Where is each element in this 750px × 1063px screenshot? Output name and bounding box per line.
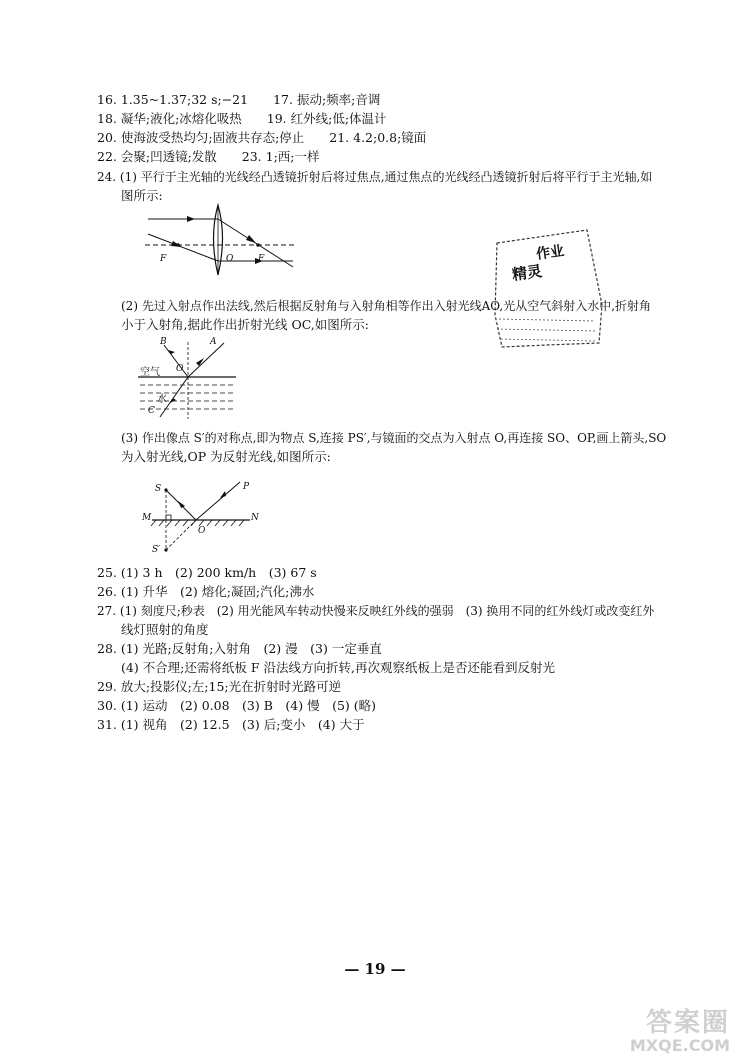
stamp-text-2: 精灵 bbox=[510, 261, 544, 284]
mirror-label-m: M bbox=[142, 513, 152, 523]
mirror-figure bbox=[148, 470, 268, 560]
answer-27-cont: 线灯照射的角度 bbox=[121, 622, 209, 637]
answer-24-1-cont: 图所示: bbox=[121, 188, 163, 203]
answer-22-23: 22. 会聚;凹透镜;发散 23. 1;西;一样 bbox=[97, 149, 320, 164]
refraction-label-a: A bbox=[210, 337, 217, 347]
answer-24-3-cont: 为入射光线,OP 为反射光线,如图所示: bbox=[121, 449, 331, 464]
answer-24-2: (2) 先过入射点作出法线,然后根据反射角与入射角相等作出入射光线AO,光从空气斜射入水中,折射角 bbox=[121, 299, 652, 313]
mirror-label-s-prime: S′ bbox=[152, 545, 161, 555]
answer-30: 30. (1) 运动 (2) 0.08 (3) B (4) 慢 (5) (略) bbox=[97, 698, 377, 713]
lens-figure bbox=[145, 205, 325, 285]
refraction-label-air: 空气 bbox=[140, 367, 160, 378]
answer-26: 26. (1) 升华 (2) 熔化;凝固;汽化;沸水 bbox=[97, 584, 315, 599]
lens-label-f-right: F bbox=[258, 254, 265, 264]
answer-31: 31. (1) 视角 (2) 12.5 (3) 后;变小 (4) 大于 bbox=[97, 717, 365, 732]
mirror-label-p: P bbox=[243, 482, 250, 492]
watermark-url: MXQE.COM bbox=[629, 1036, 730, 1055]
refraction-label-b: B bbox=[160, 337, 167, 347]
stamp-text-1: 作业 bbox=[535, 243, 566, 263]
page-number: — 19 — bbox=[344, 960, 406, 978]
mirror-label-o: O bbox=[198, 526, 206, 536]
refraction-label-c: C bbox=[148, 406, 155, 416]
answer-28-cont: (4) 不合理;还需将纸板 F 沿法线方向折转,再次观察纸板上是否还能看到反射光 bbox=[121, 660, 555, 675]
answer-27: 27. (1) 刻度尺;秒表 (2) 用光能风车转动快慢来反映红外线的强弱 (3) 换用不同的红外线灯或改变红外 bbox=[97, 604, 655, 618]
answer-29: 29. 放大;投影仪;左;15;光在折射时光路可逆 bbox=[97, 679, 342, 694]
answer-18-19: 18. 凝华;液化;冰熔化吸热 19. 红外线;低;体温计 bbox=[97, 111, 387, 126]
refraction-label-o: O bbox=[176, 364, 184, 374]
lens-label-o: O bbox=[226, 254, 234, 264]
refraction-label-water: 水 bbox=[157, 394, 167, 405]
lens-label-f-left: F bbox=[160, 254, 167, 264]
answer-24-2-cont: 小于入射角,据此作出折射光线 OC,如图所示: bbox=[121, 317, 369, 332]
answer-25: 25. (1) 3 h (2) 200 km/h (3) 67 s bbox=[97, 565, 317, 580]
answer-24-3: (3) 作出像点 S′的对称点,即为物点 S,连接 PS′,与镜面的交点为入射点 O,再连接 SO、OP,画上箭头,SO bbox=[121, 431, 667, 445]
watermark-logo: 答案圈 bbox=[645, 1008, 730, 1038]
answer-24-1: 24. (1) 平行于主光轴的光线经凸透镜折射后将过焦点,通过焦点的光线经凸透镜折射后将平行于主光轴,如 bbox=[97, 170, 653, 184]
answer-28: 28. (1) 光路;反射角;入射角 (2) 漫 (3) 一定垂直 bbox=[97, 641, 382, 656]
mirror-label-s: S bbox=[155, 484, 162, 494]
answer-20-21: 20. 使海波受热均匀;固液共存态;停止 21. 4.2;0.8;镜面 bbox=[97, 130, 427, 145]
mirror-label-n: N bbox=[251, 513, 259, 523]
answer-16-17: 16. 1.35~1.37;32 s;−21 17. 振动;频率;音调 bbox=[97, 92, 381, 107]
